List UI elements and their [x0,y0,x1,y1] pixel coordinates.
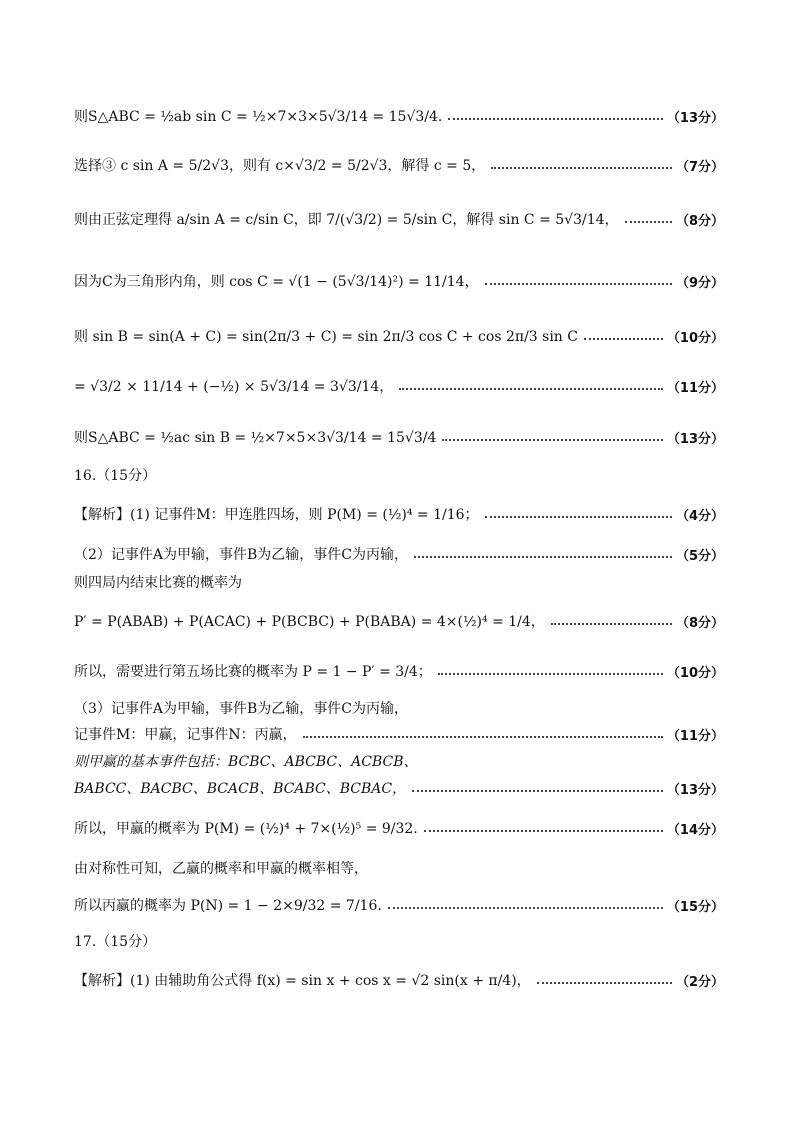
line-text: （3）记事件A为甲输，事件B为乙输，事件C为丙输， [74,701,409,717]
line-text: 记事件M：甲赢，记事件N：丙赢， [74,727,297,743]
dot-leader [448,118,663,120]
line-text: P′ = P(ABAB) + P(ACAC) + P(BCBC) + P(BABA) = 4×(½)⁴ = 1/4， [74,614,545,630]
line-text: 所以，甲赢的概率为 P(M) = (½)⁴ + 7×(½)⁵ = 9/32. [74,821,418,837]
line-text: 因为C为三角形内角，则 cos C = √(1 − (5√3/14)²) = 11/14， [74,274,479,290]
line-text: BABCC、BACBC、BCACB、BCABC、BCBAC， [74,781,407,797]
solution-line [74,960,724,1000]
score-marker: （7分） [675,159,724,175]
score-marker: （14分） [666,822,724,838]
dot-leader [584,338,663,340]
dot-leader [414,556,672,558]
score-marker: （13分） [666,110,724,126]
score-marker: （13分） [666,431,724,447]
score-marker: （10分） [666,665,724,681]
problem-heading [74,921,156,961]
line-text: 则由正弦定理得 a/sin A = c/sin C，即 7/(√3/2) = 5/sin C，解得 sin C = 5√3/14， [74,212,619,228]
dot-leader [485,283,672,285]
score-marker: （2分） [675,974,724,990]
line-text: 选择③ c sin A = 5/2√3，则有 c×√3/2 = 5/2√3，解得 c = 5， [74,158,486,174]
line-text: 则S△ABC = ½ac sin B = ½×7×5×3√3/14 = 15√3/4 [74,430,437,446]
solution-line [74,651,724,691]
dot-leader [537,982,672,984]
score-marker: （9分） [675,275,724,291]
line-text: 则甲赢的基本事件包括：BCBC、ABCBC、ACBCB、 [74,754,418,770]
dot-leader [412,790,663,792]
line-text: 【解析】(1) 由辅助角公式得 f(x) = sin x + cos x = √2 sin(x + π/4)， [74,973,531,989]
score-marker: （13分） [666,782,724,798]
line-text: 【解析】(1) 记事件M：甲连胜四场，则 P(M) = (½)⁴ = 1/16； [74,507,479,523]
line-text: 16.（15分） [74,468,157,484]
dot-leader [399,388,663,390]
dot-leader [485,516,672,518]
dot-leader [551,623,672,625]
line-text: 所以，需要进行第五场比赛的概率为 P = 1 − P′ = 3/4； [74,664,432,680]
solution-line [74,261,724,301]
line-text: 所以丙赢的概率为 P(N) = 1 − 2×9/32 = 7/16. [74,898,382,914]
line-text: = √3/2 × 11/14 + (−½) × 5√3/14 = 3√3/14， [74,379,394,395]
line-text: 则 sin B = sin(A + C) = sin(2π/3 + C) = sin 2π/3 cos C + cos 2π/3 sin C [74,329,578,345]
line-text: 17.（15分） [74,934,157,950]
solution-line [74,768,724,808]
problem-heading [74,455,156,495]
dot-leader [491,167,672,169]
dot-leader [303,736,663,738]
dot-leader [438,673,663,675]
score-marker: （8分） [675,615,724,631]
line-text: 则四局内结束比赛的概率为 [74,575,242,591]
score-marker: （4分） [675,508,724,524]
score-marker: （11分） [666,380,724,396]
solution-line [74,494,724,534]
solution-line [74,316,724,356]
dot-leader [424,830,663,832]
line-text: （2）记事件A为甲输，事件B为乙输，事件C为丙输， [74,547,409,563]
dot-leader [388,907,663,909]
solution-line [74,808,724,848]
score-marker: （5分） [675,548,724,564]
dot-leader [625,221,672,223]
line-text: 由对称性可知，乙赢的概率和甲赢的概率相等， [74,861,368,877]
solution-line [74,366,724,406]
solution-line [74,601,724,641]
score-marker: （8分） [675,213,724,229]
score-marker: （15分） [666,899,724,915]
solution-line [74,848,368,888]
solution-line [74,562,242,602]
solution-line [74,96,724,136]
solution-line [74,417,724,457]
score-marker: （10分） [666,330,724,346]
solution-line [74,145,724,185]
solution-line [74,885,724,925]
line-text: 则S△ABC = ½ab sin C = ½×7×3×5√3/14 = 15√3/4. [74,109,443,125]
solution-line [74,199,724,239]
score-marker: （11分） [666,728,724,744]
dot-leader [442,439,663,441]
